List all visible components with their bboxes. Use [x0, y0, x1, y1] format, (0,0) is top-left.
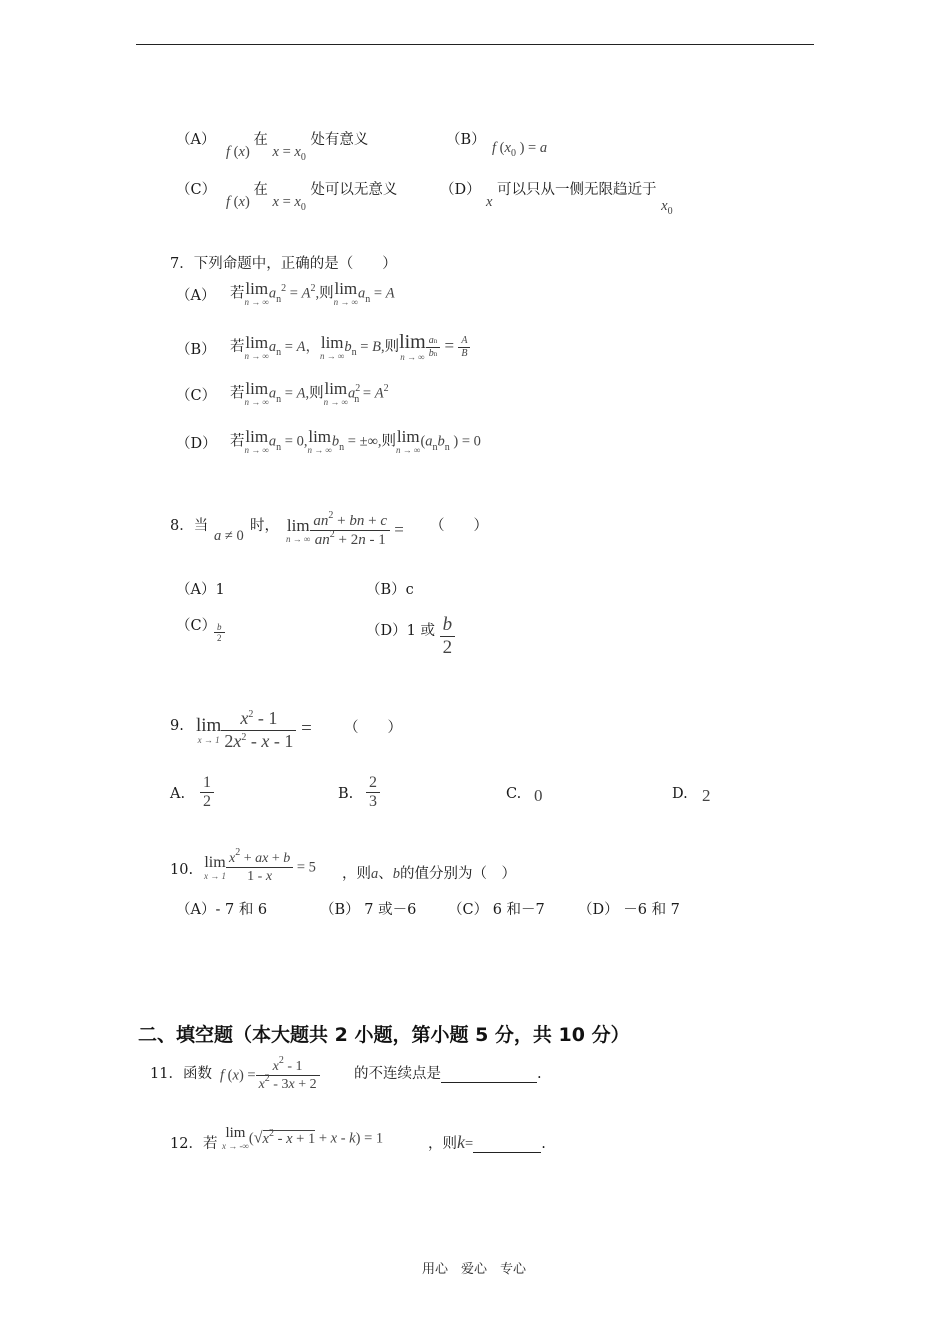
q10-a-value: - 7 和 6	[215, 902, 268, 918]
q7a-ze: 则	[319, 285, 334, 302]
q6-c-text1: 在	[253, 182, 268, 198]
q7-option-c-label: （C）	[176, 388, 217, 404]
q9-limit: lim x → 1 $\frac{x^2 - 1}{2x^2 - x - 1}$ =	[196, 708, 312, 751]
q7-option-a-label: （A）	[176, 288, 216, 304]
q7c-ze: 则	[309, 385, 324, 402]
q11-num: 11．函数	[150, 1066, 212, 1082]
q8-option-b: （B）c	[366, 582, 414, 598]
q8-stem-shi: 时，	[250, 518, 279, 534]
q12-tail: ，则k= .	[428, 1132, 546, 1152]
q10-dun: 、	[378, 866, 393, 882]
q7d-ze: 则	[381, 433, 397, 450]
q7-option-b-label: （B）	[176, 342, 216, 358]
q9-option-d-label: D.	[672, 786, 688, 802]
q11-end: .	[537, 1066, 542, 1082]
q6-option-c-label: （C）	[176, 182, 217, 198]
q10-tail-text2: 的值分别为（ ）	[400, 866, 516, 882]
q8-d-text: （D）1 或	[366, 622, 435, 639]
q8-paren: （ ）	[430, 518, 488, 534]
q7d-ruo: 若	[230, 433, 245, 450]
q6-option-a-label: （A）	[176, 132, 216, 148]
q6-a-text2: 处有意义	[310, 132, 369, 148]
q6-option-c: f (x) 在 $x = x_0$ 处可以无意义	[226, 182, 398, 213]
q8-limit: lim n → ∞ $\frac{an^2 + bn + c}{an^2 + 2n - 1}$ =	[286, 510, 404, 549]
q9-option-a: $\frac{1}{2}$	[200, 774, 214, 812]
q12-end: .	[541, 1136, 546, 1152]
q6-option-d-label: （D）	[440, 182, 481, 198]
q6-option-a: f (x) 在 $x = x_0$ 处有意义	[226, 132, 369, 163]
q10-a-label: （A）	[176, 902, 216, 918]
q7c-ruo: 若	[230, 385, 245, 402]
q7-option-a: 若 lim n → ∞ $a_n^2 = A^2$,则 lim n → ∞ $a_n = A$	[230, 279, 395, 307]
q12-num: 12．若	[170, 1136, 218, 1152]
q8-stem-num: 8．当	[170, 518, 209, 534]
q7-stem: 7．下列命题中，正确的是（ ）	[170, 256, 397, 272]
section-heading: 二、填空题（本大题共 2 小题，第小题 5 分，共 10 分）	[138, 1024, 630, 1046]
q8-option-c-label: （C）	[176, 618, 217, 634]
q9-option-b-label: B.	[338, 786, 354, 802]
page-footer: 用心 爱心 专心	[422, 1262, 527, 1277]
q9-option-d: 2	[702, 786, 711, 805]
q10-option-d: （D） －6 和 7	[578, 902, 680, 918]
q10-option-b: （B） 7 或－6	[320, 902, 417, 918]
q6-option-b: f ($x_0$ ) = a	[492, 140, 548, 159]
q11-function: f (x) = $\frac{x^2 - 1}{x^2 - 3x + 2}$	[220, 1058, 320, 1093]
q8-option-c: $\frac{b}{2}$	[214, 622, 225, 644]
q6-c-text2: 处可以无意义	[310, 182, 398, 198]
top-rule	[136, 44, 814, 45]
q10-option-a	[176, 898, 267, 919]
q8-option-a: （A）1	[176, 582, 225, 598]
q11-answer-blank[interactable]	[441, 1066, 537, 1083]
q9-option-a-label: A.	[170, 786, 186, 802]
q8-option-d: （D）1 或 $\frac{b}{2}$	[366, 614, 455, 659]
q11-tail-text: 的不连续点是	[354, 1066, 441, 1082]
q9-option-c: 0	[534, 786, 543, 805]
q6-a-text1: 在	[253, 132, 268, 148]
q8-condition: a ≠ 0	[214, 528, 244, 544]
q12-answer-blank[interactable]	[473, 1136, 541, 1153]
q7-option-b: 若 lim n → ∞ $a_n = A$， lim n → ∞ $b_n = B$,则 lim n → ∞ $\frac{an}{bn}$ = $\frac{A}{B}$	[230, 332, 470, 362]
q10-tail: ，则a、b的值分别为（ ）	[342, 866, 516, 882]
q12-limit: lim x → -∞ $(√x^2 - x + 1 + x - k) = 1$	[222, 1125, 384, 1151]
q11-tail	[354, 1062, 542, 1083]
q10-option-c: （C） 6 和－7	[448, 902, 545, 918]
q12-tail-text: ，则	[428, 1136, 457, 1152]
q6-option-b-label: （B）	[446, 132, 486, 148]
q9-num: 9.	[170, 718, 184, 734]
q6-d-text: 可以只从一侧无限趋近于	[497, 182, 657, 198]
q7-option-d-label: （D）	[176, 436, 217, 452]
q7-option-d: 若 lim n → ∞ $a_n = 0$, lim n → ∞ $b_n$ = ±∞,则 lim n → ∞ ($a_nb_n$ ) = 0	[230, 427, 481, 455]
q7-option-c: 若 lim n → ∞ $a_n = A$,则 lim n → ∞ $a^2_n = A^2$	[230, 379, 389, 407]
q6-option-d: x 可以只从一侧无限趋近于 $x_0$	[486, 182, 673, 217]
q7b-ze: 则	[384, 339, 400, 355]
q7b-ruo: 若	[230, 339, 245, 355]
q7a-ruo: 若	[230, 285, 245, 302]
q9-option-c-label: C.	[506, 786, 522, 802]
q10-limit: lim x → 1 $\frac{x^2 + ax + b}{1 - x}$ = 5	[204, 847, 316, 885]
q9-option-b: $\frac{2}{3}$	[366, 774, 380, 812]
q9-paren: （ ）	[344, 720, 402, 736]
q10-tail-text: ，则	[342, 866, 371, 882]
q10-num: 10.	[170, 862, 194, 878]
